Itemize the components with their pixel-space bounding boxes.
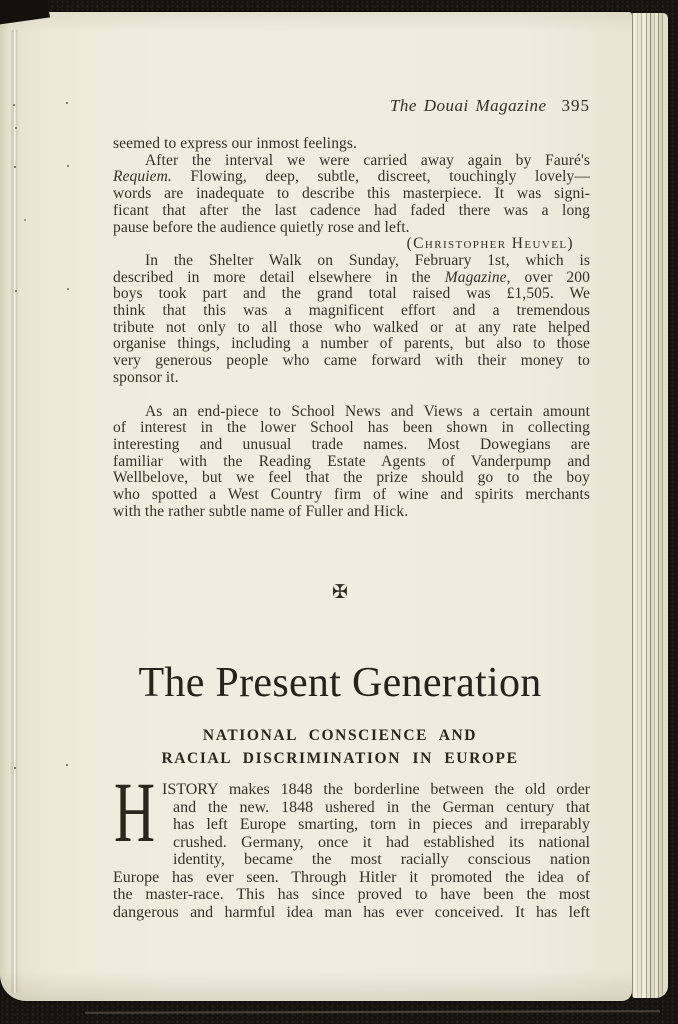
text-line: who spotted a West Country firm of wine and spirits merchants (113, 486, 590, 504)
text-line: dangerous and harmful idea man has ever conceived. It has left (113, 903, 590, 921)
text-line: the master-race. This has since proved to have been the most (113, 886, 590, 903)
paragraph-continuation (113, 136, 590, 153)
magazine-title: The Douai Magazine (389, 96, 547, 115)
magazine-page (0, 12, 632, 1001)
text-line: boys took part and the grand total raised was £1,505. We (113, 285, 590, 303)
text-line: familiar with the Reading Estate Agents of Vanderpump and (113, 452, 590, 470)
article-body (113, 764, 590, 921)
cover-texture-highlight (85, 1010, 660, 1014)
subtitle-line-2: RACIAL DISCRIMINATION IN EUROPE (161, 750, 519, 767)
paragraph-faure-requiem (113, 153, 590, 237)
stitching-dots (13, 104, 15, 106)
paragraph-trade-names (113, 404, 590, 521)
text-line: described in more detail elsewhere in the Magazine, over 200 (113, 268, 590, 286)
text-line: words are inadequate to describe this masterpiece. It was signi- (113, 185, 590, 203)
running-header (390, 96, 590, 116)
binding-crease (10, 30, 19, 993)
page-edge-stack (632, 13, 668, 998)
text-line: After the interval we were carried away again by Fauré's (145, 151, 590, 169)
text-line: ficant that after the last cadence had faded there was a long (113, 201, 590, 219)
page-number: 395 (561, 96, 590, 115)
article-paragraph-continuation (113, 869, 590, 922)
text-line: with the rather subtle name of Fuller and Hick. (113, 502, 409, 520)
article-subtitle (100, 724, 580, 770)
byline-christopher-heuvel: (Christopher Heuvel) (406, 235, 574, 253)
article-opening-paragraph (113, 781, 590, 869)
subtitle-line-1: NATIONAL CONSCIENCE AND (202, 727, 478, 744)
text-line: ISTORY makes 1848 the borderline between the old order (162, 781, 590, 798)
paragraph-shelter-walk (113, 253, 590, 387)
maltese-cross-icon: ✠ (332, 582, 348, 603)
drop-cap: H (114, 764, 155, 860)
text-line: and the new. 1848 ushered in the German century that (173, 798, 590, 816)
text-line: pause before the audience quietly rose and left. (113, 218, 410, 236)
text-line: Europe has ever seen. Through Hitler it promoted the idea of (113, 868, 590, 886)
text-line: has left Europe smarting, torn in pieces and irreparably (173, 816, 590, 833)
school-news-section (113, 136, 590, 520)
text-line: In the Shelter Walk on Sunday, February 1st, which is (145, 251, 590, 269)
text-line: As an end-piece to School News and Views a certain amount (145, 402, 590, 420)
text-line: Wellbelove, but we feel that the prize should go to the boy (113, 469, 590, 487)
text-line: interesting and unusual trade names. Most Dowegians are (113, 435, 590, 453)
text-line: sponsor it. (113, 368, 179, 386)
text-line: seemed to express our inmost feelings. (113, 135, 357, 152)
text-line: tribute not only to all those who walked or at any rate helped (113, 318, 590, 336)
text-line: organise things, including a number of parents, but also to those (113, 335, 590, 353)
text-line: very generous people who came forward with their money to (113, 352, 590, 370)
cover-corner-shadow (0, 0, 50, 26)
text-line: Requiem. Flowing, deep, subtle, discreet, touchingly lovely— (113, 168, 590, 186)
text-line: crushed. Germany, once it had established its national (173, 833, 590, 851)
text-line: identity, became the most racially conscious nation (173, 851, 590, 868)
article-title: The Present Generation (138, 660, 542, 706)
text-line: of interest in the lower School has been shown in collecting (113, 419, 590, 437)
text-line: think that this was a magnificent effort and a tremendous (113, 302, 590, 320)
